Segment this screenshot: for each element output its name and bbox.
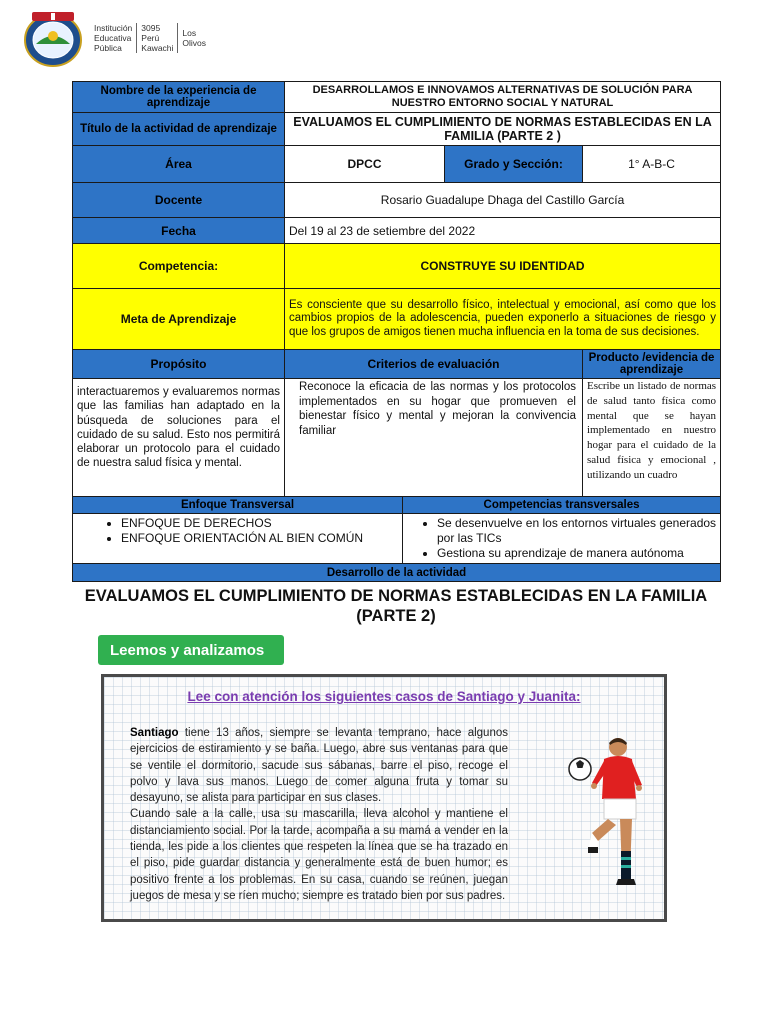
competencia-label: Competencia: xyxy=(73,244,285,289)
producto-label: Producto /evidencia de aprendizaje xyxy=(583,350,721,379)
meta-label: Meta de Aprendizaje xyxy=(73,289,285,350)
story-paragraph-2: Cuando sale a la calle, usa su mascarilla, lleva alcohol y mantiene el distanciamiento social. Por la tarde, acompaña a su mamá a vender en la tienda, les pide a los clientes que respeten la línea que se ha trazado en el piso, pide guardar distancia y generalmente está de buen humor; es positivo frente a los problemas. En su casa, cuando se reúnen, juegan juegos de mesa y se ríen mucho; siempre es tratado bien por sus padres. xyxy=(130,808,508,902)
district-line-1: Los xyxy=(182,28,197,38)
table-row xyxy=(73,183,721,218)
institution-line-2: Educativa xyxy=(94,33,132,43)
docente-label: Docente xyxy=(73,183,285,218)
school-name-1: Perú xyxy=(141,33,160,43)
section-badge: Leemos y analizamos xyxy=(98,635,284,665)
school-seal-icon xyxy=(22,8,84,68)
table-row xyxy=(73,218,721,244)
list-item: • Se desenvuelve en los entornos virtuales generados por las TICs xyxy=(437,516,716,546)
area-label: Área xyxy=(73,146,285,183)
table-row xyxy=(73,82,721,113)
grado-value: 1° A-B-C xyxy=(583,146,721,183)
table-row xyxy=(73,146,721,183)
grado-label: Grado y Sección: xyxy=(445,146,583,183)
table-row xyxy=(73,497,721,514)
desarrollo-label: Desarrollo de la actividad xyxy=(73,564,721,582)
table-row xyxy=(73,244,721,289)
competencia-value: CONSTRUYE SU IDENTIDAD xyxy=(285,244,721,289)
school-number: 3095 xyxy=(141,23,161,33)
titulo-label: Título de la actividad de aprendizaje xyxy=(73,113,285,146)
document-title: EVALUAMOS EL CUMPLIMIENTO DE NORMAS ESTABLECIDAS EN LA FAMILIA (PARTE 2) xyxy=(84,587,708,625)
experiencia-label: Nombre de la experiencia de aprendizaje xyxy=(73,82,285,113)
school-header xyxy=(22,8,210,68)
reading-box xyxy=(101,674,667,922)
table-row xyxy=(73,289,721,350)
school-name-2: Kawachi xyxy=(141,43,174,53)
proposito-value: interactuaremos y evaluaremos normas que las familias han adaptado en la búsqueda de soluciones para el cuidado de su salud. Esto nos permitirá elaborar un protocolo para el cuidado de nuestra salud física y mental. xyxy=(73,379,285,497)
list-item: • ENFOQUE DE DERECHOS xyxy=(121,516,398,531)
docente-value: Rosario Guadalupe Dhaga del Castillo García xyxy=(285,183,721,218)
enfoques-list xyxy=(77,516,398,546)
competencias-label: Competencias transversales xyxy=(403,497,721,514)
fecha-value: Del 19 al 23 de setiembre del 2022 xyxy=(285,218,721,244)
character-name: Santiago xyxy=(130,727,179,739)
paragraph-1-text: tiene 13 años, siempre se levanta temprano, hace algunos ejercicios de estiramiento y se baña. Luego, abre sus ventanas para que se ventile el dormitorio, sacude sus sábanas, barre el piso, recoge el polvo y lava sus manos. Luego de comer alguna fruta y tomar su desayuno, se alista para participar en sus clases. xyxy=(130,727,508,805)
activity-info-table xyxy=(72,81,721,582)
institution-text xyxy=(90,23,210,53)
enfoque-label: Enfoque Transversal xyxy=(73,497,403,514)
competencias-list xyxy=(407,516,716,561)
proposito-label: Propósito xyxy=(73,350,285,379)
meta-value: Es consciente que su desarrollo físico, intelectual y emocional, así como que los cambios propios de la adolescencia, pueden exponerlo a situaciones de riesgo y que los grupos de amigos tienen mucha influencia en la toma de sus decisiones. xyxy=(285,289,721,350)
institution-line-1: Institución xyxy=(94,23,133,33)
table-row xyxy=(73,514,721,564)
institution-line-3: Pública xyxy=(94,43,122,53)
enfoques-cell xyxy=(73,514,403,564)
list-item: • Gestiona su aprendizaje de manera autónoma xyxy=(437,546,716,561)
table-row xyxy=(73,113,721,146)
criterios-label: Criterios de evaluación xyxy=(285,350,583,379)
area-value: DPCC xyxy=(285,146,445,183)
story-text xyxy=(130,725,508,904)
table-row xyxy=(73,379,721,497)
criterios-value: Reconoce la eficacia de las normas y los protocolos implementados en su hogar que promueven el bienestar físico y mental y mejoran la convivencia familiar xyxy=(285,379,583,497)
titulo-value: EVALUAMOS EL CUMPLIMIENTO DE NORMAS ESTABLECIDAS EN LA FAMILIA (PARTE 2 ) xyxy=(285,113,721,146)
fecha-label: Fecha xyxy=(73,218,285,244)
story-paragraph-1 xyxy=(130,725,508,806)
competencias-cell xyxy=(403,514,721,564)
producto-value: Escribe un listado de normas de salud tanto física como mental que se hayan implementado en nuestro hogar para el cuidado de la salud física y emocional , utilizando un cuadro xyxy=(583,379,721,497)
soccer-player-illustration xyxy=(566,733,646,913)
table-row xyxy=(73,350,721,379)
district-line-2: Olivos xyxy=(182,38,207,48)
list-item: • ENFOQUE ORIENTACIÓN AL BIEN COMÚN xyxy=(121,531,398,546)
reading-heading: Lee con atención los siguientes casos de Santiago y Juanita: xyxy=(187,689,581,704)
table-row xyxy=(73,564,721,582)
experiencia-value: DESARROLLAMOS E INNOVAMOS ALTERNATIVAS DE SOLUCIÓN PARA NUESTRO ENTORNO SOCIAL Y NATURAL xyxy=(285,82,721,113)
